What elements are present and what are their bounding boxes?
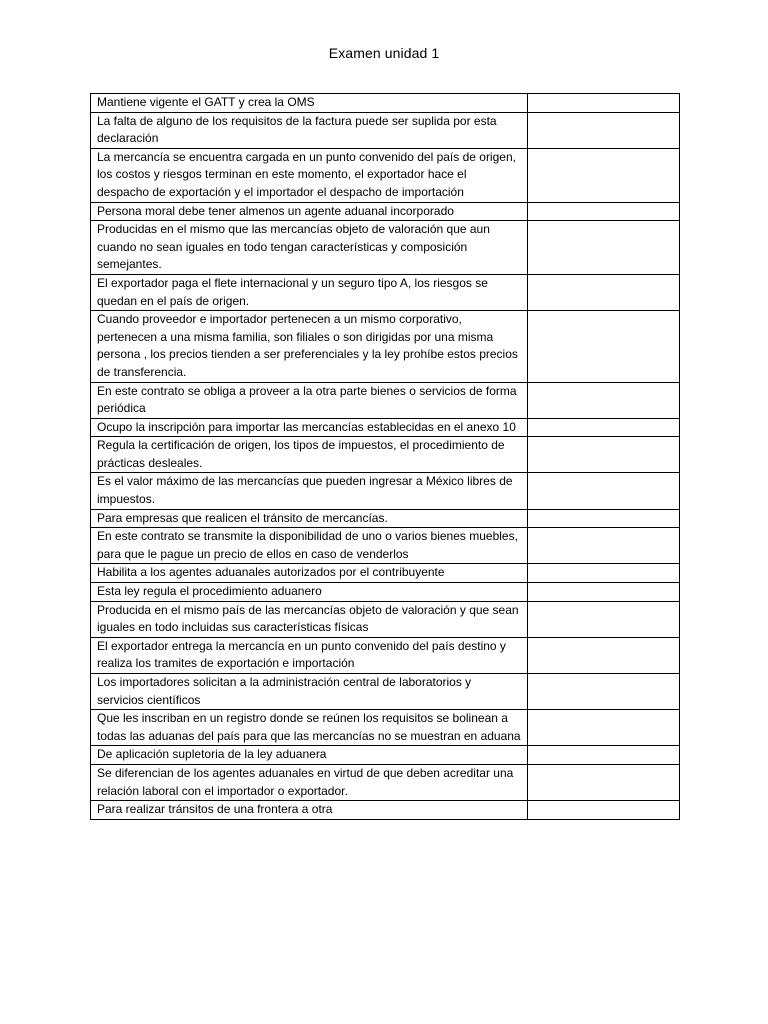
- question-cell: Regula la certificación de origen, los tipos de impuestos, el procedimiento de prácticas desleales.: [91, 437, 528, 473]
- answer-cell[interactable]: [528, 94, 680, 113]
- answer-cell[interactable]: [528, 637, 680, 673]
- table-row: [91, 674, 680, 710]
- question-cell: Para realizar tránsitos de una frontera a otra: [91, 801, 528, 820]
- question-cell: Se diferencian de los agentes aduanales en virtud de que deben acreditar una relación laboral con el importador o exportador.: [91, 764, 528, 800]
- table-row: [91, 764, 680, 800]
- table-row: [91, 509, 680, 528]
- question-cell: Que les inscriban en un registro donde se reúnen los requisitos se bolinean a todas las aduanas del país para que las mercancías no se muestran en aduana: [91, 710, 528, 746]
- answer-cell[interactable]: [528, 202, 680, 221]
- question-cell: El exportador entrega la mercancía en un punto convenido del país destino y realiza los tramites de exportación e importación: [91, 637, 528, 673]
- question-cell: Para empresas que realicen el tránsito de mercancías.: [91, 509, 528, 528]
- table-row: [91, 528, 680, 564]
- exam-table: [90, 93, 680, 820]
- answer-cell[interactable]: [528, 764, 680, 800]
- answer-cell[interactable]: [528, 148, 680, 202]
- table-row: [91, 418, 680, 437]
- answer-cell[interactable]: [528, 311, 680, 382]
- question-cell: En este contrato se obliga a proveer a la otra parte bienes o servicios de forma periódica: [91, 382, 528, 418]
- answer-cell[interactable]: [528, 437, 680, 473]
- question-cell: Habilita a los agentes aduanales autorizados por el contribuyente: [91, 564, 528, 583]
- table-row: [91, 221, 680, 275]
- answer-cell[interactable]: [528, 710, 680, 746]
- answer-cell[interactable]: [528, 382, 680, 418]
- question-cell: Persona moral debe tener almenos un agente aduanal incorporado: [91, 202, 528, 221]
- answer-cell[interactable]: [528, 274, 680, 310]
- answer-cell[interactable]: [528, 564, 680, 583]
- answer-cell[interactable]: [528, 801, 680, 820]
- table-row: [91, 564, 680, 583]
- table-row: [91, 148, 680, 202]
- table-row: [91, 473, 680, 509]
- question-cell: Producidas en el mismo que las mercancías objeto de valoración que aun cuando no sean iguales en todo tengan características y composición semejantes.: [91, 221, 528, 275]
- answer-cell[interactable]: [528, 583, 680, 602]
- question-cell: Esta ley regula el procedimiento aduanero: [91, 583, 528, 602]
- table-row: [91, 437, 680, 473]
- table-row: [91, 601, 680, 637]
- question-cell: Ocupo la inscripción para importar las mercancías establecidas en el anexo 10: [91, 418, 528, 437]
- question-cell: Los importadores solicitan a la administración central de laboratorios y servicios científicos: [91, 674, 528, 710]
- question-cell: La mercancía se encuentra cargada en un punto convenido del país de origen, los costos y riesgos terminan en este momento, el exportador hace el despacho de exportación y el importador el despacho de importación: [91, 148, 528, 202]
- answer-cell[interactable]: [528, 528, 680, 564]
- question-cell: De aplicación supletoria de la ley aduanera: [91, 746, 528, 765]
- question-cell: Cuando proveedor e importador pertenecen a un mismo corporativo, pertenecen a una misma familia, son filiales o son dirigidas por una misma persona , los precios tienden a ser preferenciales y la ley prohíbe estos precios de transferencia.: [91, 311, 528, 382]
- question-cell: Es el valor máximo de las mercancías que pueden ingresar a México libres de impuestos.: [91, 473, 528, 509]
- table-row: [91, 382, 680, 418]
- answer-cell[interactable]: [528, 418, 680, 437]
- table-row: [91, 801, 680, 820]
- table-row: [91, 710, 680, 746]
- table-row: [91, 112, 680, 148]
- table-row: [91, 94, 680, 113]
- answer-cell[interactable]: [528, 221, 680, 275]
- table-row: [91, 274, 680, 310]
- table-row: [91, 202, 680, 221]
- table-row: [91, 311, 680, 382]
- question-cell: En este contrato se transmite la disponibilidad de uno o varios bienes muebles, para que le pague un precio de ellos en caso de venderlos: [91, 528, 528, 564]
- table-row: [91, 637, 680, 673]
- question-cell: Mantiene vigente el GATT y crea la OMS: [91, 94, 528, 113]
- answer-cell[interactable]: [528, 112, 680, 148]
- question-cell: La falta de alguno de los requisitos de la factura puede ser suplida por esta declaración: [91, 112, 528, 148]
- table-row: [91, 583, 680, 602]
- answer-cell[interactable]: [528, 746, 680, 765]
- answer-cell[interactable]: [528, 509, 680, 528]
- question-cell: Producida en el mismo país de las mercancías objeto de valoración y que sean iguales en todo incluidas sus características físicas: [91, 601, 528, 637]
- page-title: Examen unidad 1: [328, 45, 440, 61]
- answer-cell[interactable]: [528, 473, 680, 509]
- answer-cell[interactable]: [528, 601, 680, 637]
- question-cell: El exportador paga el flete internacional y un seguro tipo A, los riesgos se quedan en el país de origen.: [91, 274, 528, 310]
- table-row: [91, 746, 680, 765]
- answer-cell[interactable]: [528, 674, 680, 710]
